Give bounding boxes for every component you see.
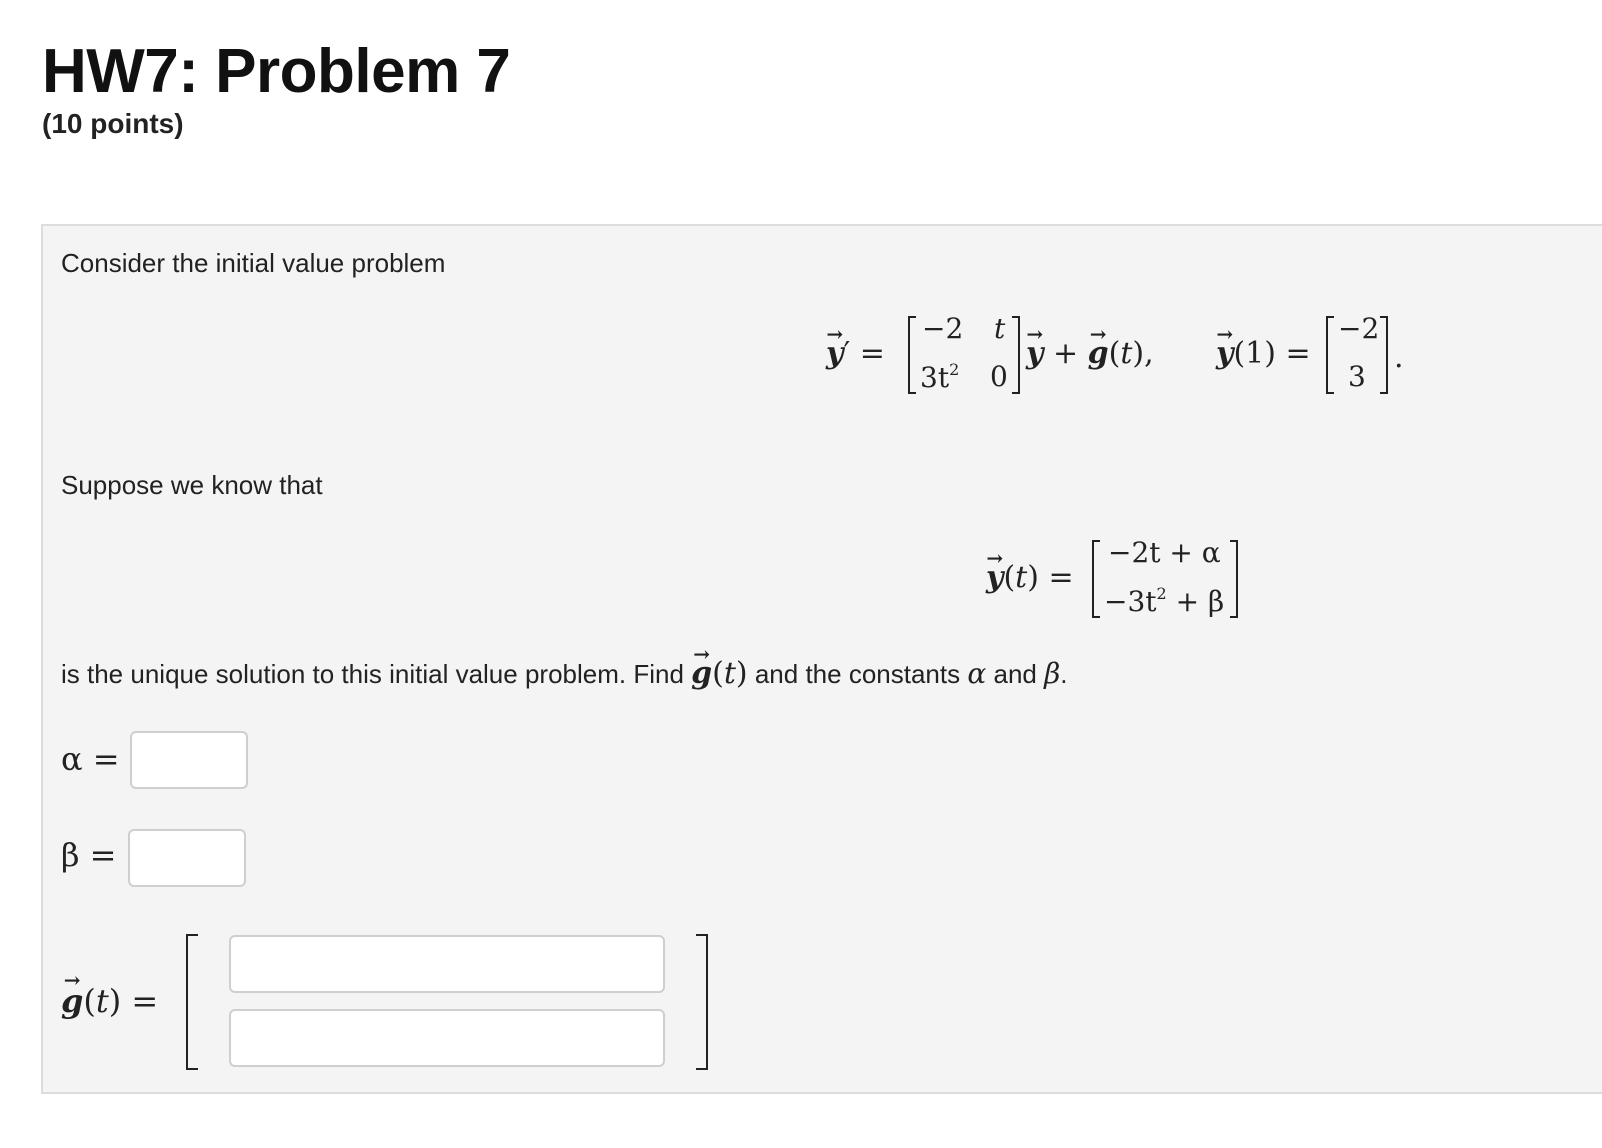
ode-lhs: y →′ = [826, 336, 885, 371]
matrix-a21: $3t^2$ [920, 360, 960, 394]
solution-lhs: y →(t) = [986, 560, 1074, 595]
g-right-bracket [696, 934, 708, 1070]
solution-entry-2: $-3t^2 + \beta$ [1104, 584, 1225, 618]
matrix-a12: t [994, 312, 1006, 345]
ode-rhs: y → + g →(t), [1026, 336, 1154, 371]
matrix-a11: −2 [922, 312, 964, 345]
suppose-text: Suppose we know that [61, 470, 323, 500]
intro-text: Consider the initial value problem [61, 248, 446, 278]
g-vector-symbol: g → [691, 656, 712, 691]
solution-entry-1: −2t + α [1108, 536, 1221, 569]
alpha-input[interactable] [130, 731, 248, 789]
matrix-a22: 0 [990, 360, 1008, 393]
alpha-label: α = [61, 740, 120, 778]
beta-input[interactable] [128, 829, 246, 887]
g-component-2-input[interactable] [229, 1009, 665, 1067]
problem-points: (10 points) [42, 108, 184, 139]
initial-vector-entry-2: 3 [1348, 360, 1366, 393]
g-left-bracket [186, 934, 198, 1070]
page-title: HW7: Problem 7 [42, 37, 511, 106]
equation-period: . [1394, 340, 1404, 375]
y-vector-symbol: y → [826, 336, 843, 371]
find-text: is the unique solution to this initial value problem. Find g →(t) and the constants α and β. [61, 656, 1068, 691]
g-label: g →(t) = [61, 982, 158, 1020]
beta-label: β = [61, 836, 117, 874]
initial-condition-lhs: y →(1) = [1216, 336, 1311, 371]
g-component-1-input[interactable] [229, 935, 665, 993]
initial-vector-entry-1: −2 [1338, 312, 1380, 345]
